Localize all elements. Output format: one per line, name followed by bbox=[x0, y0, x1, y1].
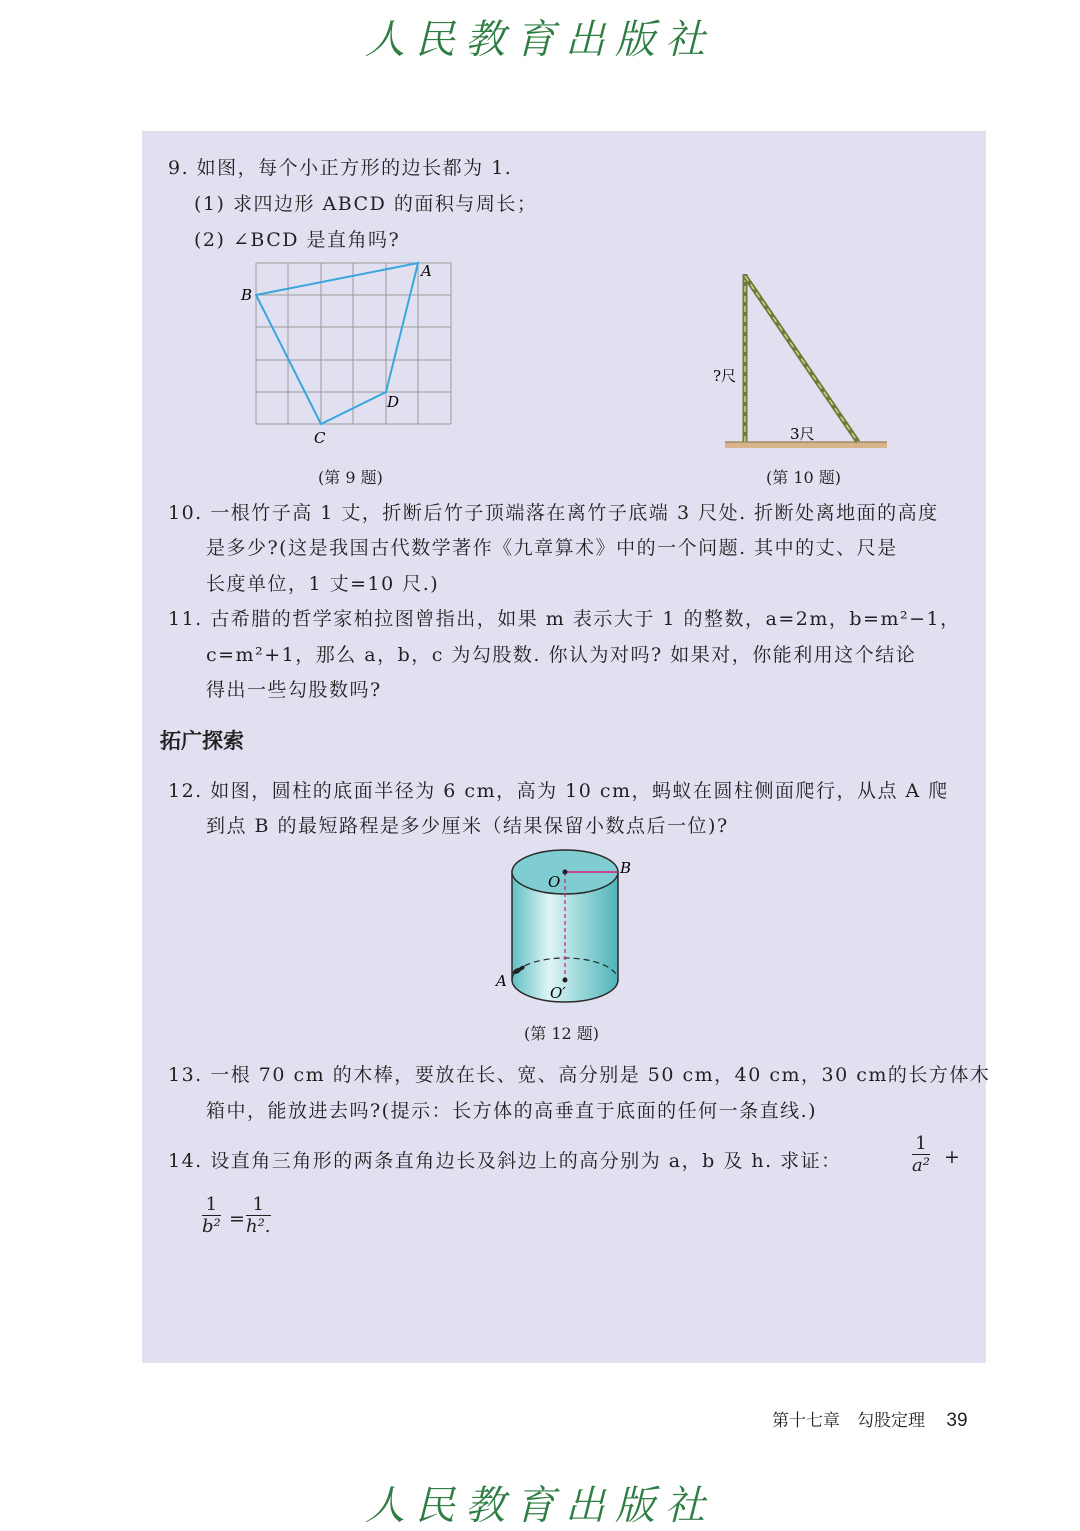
page-footer bbox=[772, 1406, 968, 1432]
label-o: O bbox=[548, 873, 561, 891]
q13-line2: 箱中，能放进去吗?(提示：长方体的高垂直于底面的任何一条直线.) bbox=[206, 1100, 818, 1122]
q9-caption: (第 9 题) bbox=[318, 468, 383, 487]
label-a: A bbox=[496, 972, 507, 990]
q14-plus: + bbox=[944, 1146, 962, 1168]
label-d: D bbox=[387, 393, 400, 411]
q13-line1: 13. 一根 70 cm 的木棒，要放在长、宽、高分别是 50 cm，40 cm，30 cm的长方体木 bbox=[168, 1064, 991, 1086]
label-height: ?尺 bbox=[713, 367, 737, 385]
label-a: A bbox=[421, 262, 432, 280]
chapter-title: 第十七章 勾股定理 bbox=[772, 1411, 925, 1431]
q9-grid-figure bbox=[236, 256, 466, 452]
q10-line1: 10. 一根竹子高 1 丈，折断后竹子顶端落在离竹子底端 3 尺处. 折断处离地面的高度 bbox=[168, 502, 939, 524]
q9-line1: 9. 如图，每个小正方形的边长都为 1. bbox=[168, 157, 513, 179]
label-b: B bbox=[241, 286, 253, 304]
q14-fraction-a: $\frac{1}{\text{a²}}$ bbox=[912, 1133, 930, 1176]
q14-line1: 14. 设直角三角形的两条直角边长及斜边上的高分别为 a，b 及 h. 求证： bbox=[168, 1150, 842, 1172]
q9-line3: (2) ∠BCD 是直角吗? bbox=[194, 229, 401, 251]
label-base: 3尺 bbox=[790, 425, 815, 443]
q14-fraction-h: $\frac{1}{\text{h².}}$ bbox=[246, 1194, 271, 1237]
q10-bamboo-figure bbox=[700, 268, 900, 458]
q11-line3: 得出一些勾股数吗? bbox=[206, 679, 382, 701]
q12-caption: (第 12 题) bbox=[524, 1024, 600, 1043]
q9-line2: (1) 求四边形 ABCD 的面积与周长； bbox=[194, 193, 538, 215]
label-b: B bbox=[620, 859, 632, 877]
label-c: C bbox=[314, 429, 326, 447]
q10-caption: (第 10 题) bbox=[766, 468, 842, 487]
publisher-logo-bottom: 人民教育出版社 bbox=[365, 1483, 715, 1529]
section-heading: 拓广探索 bbox=[160, 729, 244, 753]
q11-line2: c=m²+1，那么 a，b，c 为勾股数. 你认为对吗? 如果对，你能利用这个结论 bbox=[206, 644, 917, 666]
q12-cylinder-figure bbox=[490, 840, 650, 1010]
publisher-logo-top: 人民教育出版社 bbox=[365, 17, 715, 63]
grid-lines bbox=[256, 263, 451, 424]
q14-equals: = bbox=[229, 1208, 247, 1230]
q10-line3: 长度单位，1 丈=10 尺.) bbox=[206, 573, 440, 595]
q12-line2: 到点 B 的最短路程是多少厘米（结果保留小数点后一位)? bbox=[206, 815, 729, 837]
page-number: 39 bbox=[946, 1410, 968, 1431]
q10-line2: 是多少?(这是我国古代数学著作《九章算术》中的一个问题. 其中的丈、尺是 bbox=[206, 537, 898, 559]
q11-line1: 11. 古希腊的哲学家柏拉图曾指出，如果 m 表示大于 1 的整数，a=2m，b=m²−1， bbox=[168, 608, 961, 630]
q12-line1: 12. 如图，圆柱的底面半径为 6 cm，高为 10 cm，蚂蚁在圆柱侧面爬行，从点 A 爬 bbox=[168, 780, 949, 802]
label-o-prime: O′ bbox=[550, 984, 566, 1002]
q14-fraction-b: $\frac{1}{\text{b²}}$ bbox=[202, 1194, 221, 1237]
